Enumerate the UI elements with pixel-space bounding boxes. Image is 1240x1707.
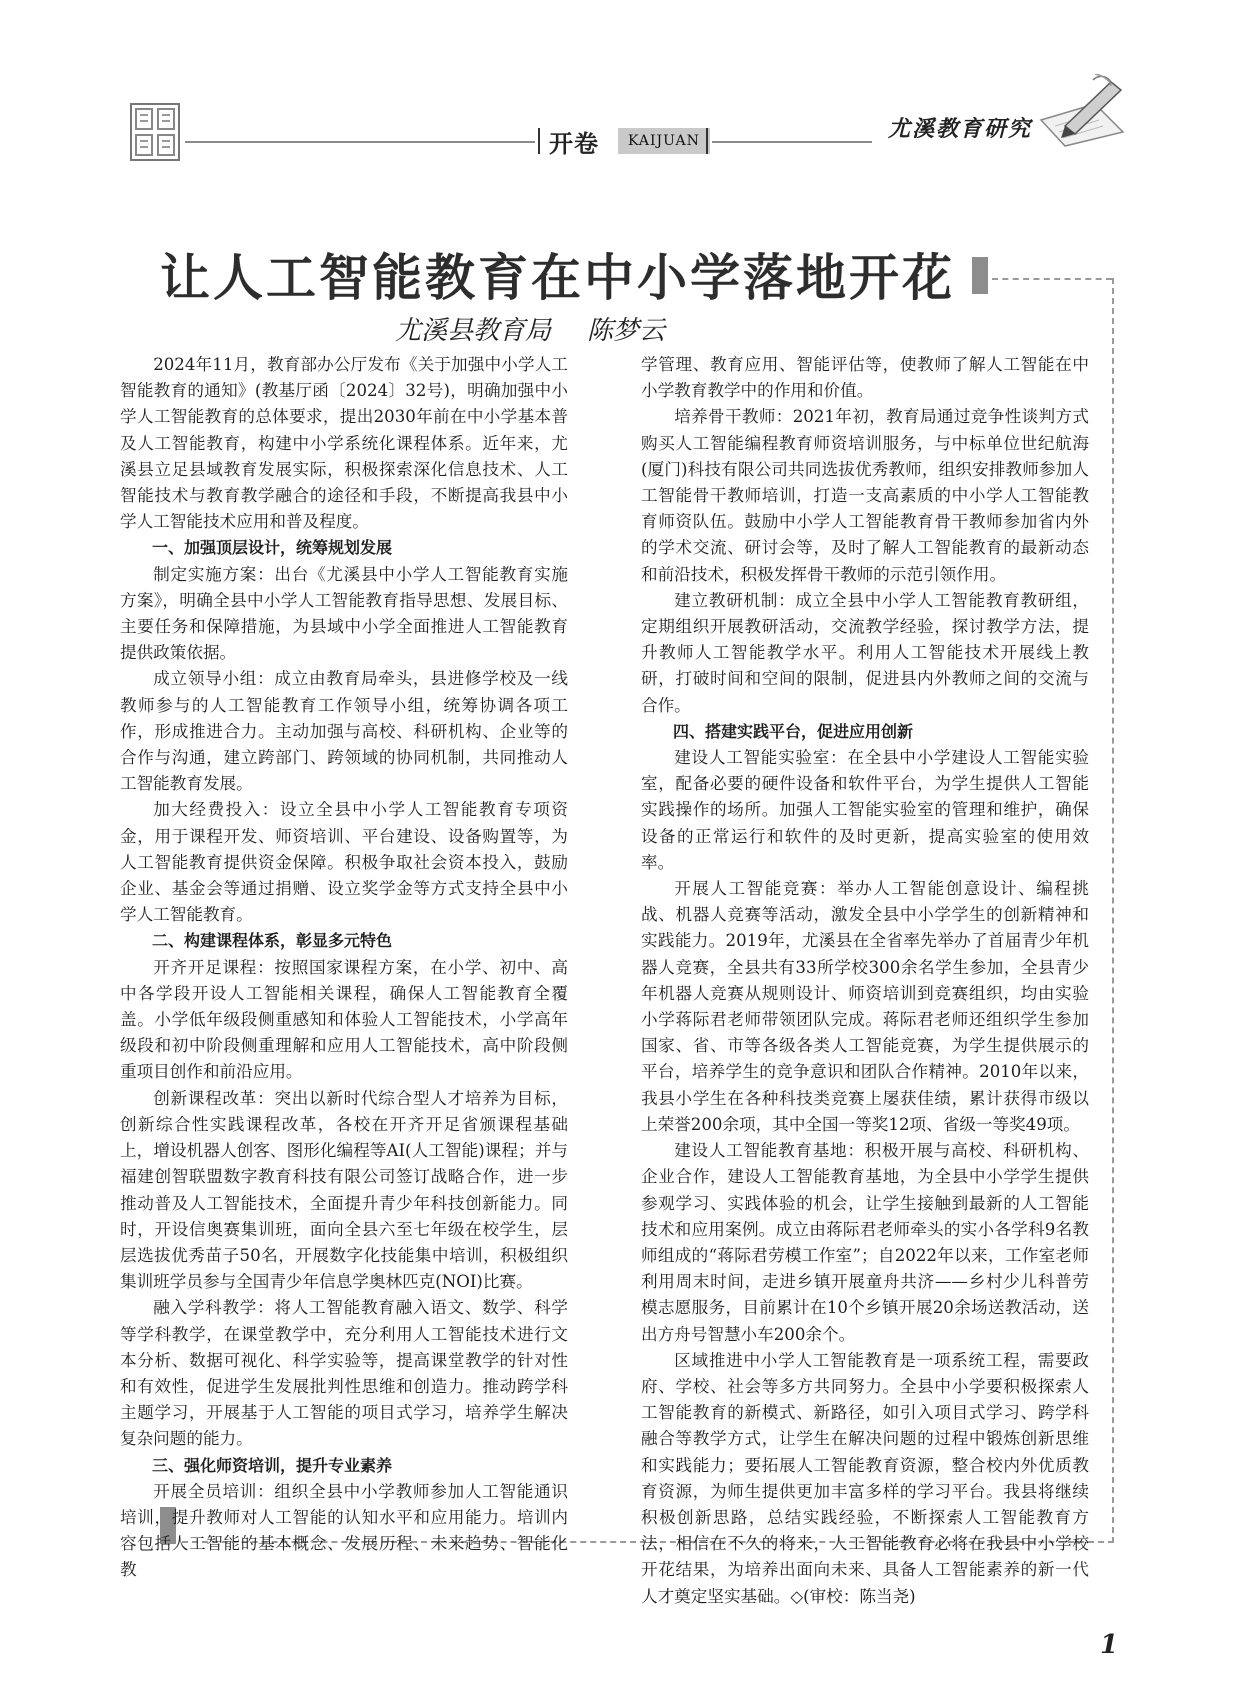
body-paragraph: 融入学科教学：将人工智能教育融入语文、数学、科学等学科教学，在课堂教学中，充分利用人工智能技术进行文本分析、数据可视化、科学实验等，提高课堂教学的针对性和有效性，促进学生发展批判性思维和创造力。推动跨学科主题学习，开展基于人工智能的项目式学习，培养学生解决复杂问题的能力。 [120, 1298, 568, 1449]
frame-dashed-top [992, 278, 1112, 280]
byline [395, 310, 665, 347]
section-tag: KAIJUAN [618, 128, 710, 154]
section-name: 开卷 [549, 130, 599, 158]
body-paragraph: 创新课程改革：突出以新时代综合型人才培养为目标，创新综合性实践课程改革，各校在开齐开足省颁课程基础上，增设机器人创客、图形化编程等AI(人工智能)课程；并与福建创智联盟数字教育科技有限公司签订战略合作，进一步推动普及人工智能技术，全面提升青少年科技创新能力。同时，开设信奥赛集训班，面向全县六至七年级在校学生，层层选拔优秀苗子50名，开展数字化技能集中培训，积极组织集训班学员参与全国青少年信息学奥林匹克(NOI)比赛。 [120, 1088, 568, 1292]
journal-name: 尤溪教育研究 [888, 116, 1033, 142]
page-number: 1 [1100, 1630, 1119, 1660]
body-paragraph: 开展人工智能竞赛：举办人工智能创意设计、编程挑战、机器人竞赛等活动，激发全县中小学学生的创新精神和实践能力。2019年，尤溪县在全省率先举办了首届青少年机器人竞赛，全县共有33所学校300余名学生参加，全县青少年机器人竞赛从规则设计、师资培训到竞赛组织，均由实验小学蒋际君老师带领团队完成。蒋际君老师还组织学生参加国家、省、市等各级各类人工智能竞赛，为学生提供展示的平台，培养学生的竞争意识和团队合作精神。2010年以来，我县小学生在各种科技类竞赛上屡获佳绩，累计获得市级以上荣誉200余项，其中全国一等奖12项、省级一等奖49项。 [641, 879, 1089, 1134]
body-paragraph: 建立教研机制：成立全县中小学人工智能教育教研组，定期组织开展教研活动，交流教学经验，探讨教学方法，提升教师人工智能教学水平。利用人工智能技术开展线上教研，打破时间和空间的限制，促进县内外教师之间的交流与合作。 [641, 590, 1089, 715]
body-paragraph: 开齐开足课程：按照国家课程方案，在小学、初中、高中各学段开设人工智能相关课程，确保人工智能教育全覆盖。小学低年级段侧重感知和体验人工智能技术，小学高年级段和初中阶段侧重理解和应用人工智能技术，高中阶段侧重项目创作和前沿应用。 [120, 957, 568, 1082]
frame-corner-block-top [972, 257, 988, 294]
section-heading: 一、加强顶层设计，统筹规划发展 [152, 538, 393, 558]
byline-organization: 尤溪县教育局 [395, 316, 552, 346]
article-column-right [641, 352, 1089, 1610]
body-paragraph: 制定实施方案：出台《尤溪县中小学人工智能教育实施方案》，明确全县中小学人工智能教育指导思想、发展目标、主要任务和保障措施，为县域中小学全面推进人工智能教育提供政策依据。 [120, 564, 568, 663]
header-divider-right [706, 128, 708, 154]
header-divider-left [538, 128, 540, 154]
section-heading: 二、构建课程体系，彰显多元特色 [152, 931, 393, 951]
section-heading: 三、强化师资培训，提升专业素养 [152, 1455, 393, 1475]
frame-dashed-right [1112, 278, 1114, 1543]
header-rule-right [712, 141, 872, 143]
body-paragraph: 开展全员培训：组织全县中小学教师参加人工智能通识培训，提升教师对人工智能的认知水平和应用能力。培训内容包括人工智能的基本概念、发展历程、未来趋势、智能化教 [120, 1481, 568, 1580]
seal-logo-icon [130, 103, 180, 161]
body-paragraph: 建设人工智能教育基地：积极开展与高校、科研机构、企业合作，建设人工智能教育基地，为全县中小学学生提供参观学习、实践体验的机会，让学生接触到最新的人工智能技术和应用案例。成立由蒋际君老师牵头的实小各学科9名教师组成的“蒋际君劳模工作室”；自2022年以来，工作室老师利用周末时间，走进乡镇开展童舟共济——乡村少儿科普劳模志愿服务，目前累计在10个乡镇开展20余场送教活动，送出方舟号智慧小车200余个。 [641, 1141, 1089, 1344]
body-paragraph: 建设人工智能实验室：在全县中小学建设人工智能实验室，配备必要的硬件设备和软件平台，为学生提供人工智能实践操作的场所。加强人工智能实验室的管理和维护，确保设备的正常运行和软件的及时更新，提高实验室的使用效率。 [641, 748, 1089, 872]
section-heading: 四、搭建实践平台，促进应用创新 [673, 721, 914, 741]
article-column-left [120, 352, 568, 1584]
byline-author: 陈梦云 [587, 316, 666, 346]
body-paragraph: 学管理、教育应用、智能评估等，使教师了解人工智能在中小学教育教学中的作用和价值。 [641, 355, 1089, 401]
article-title: 让人工智能教育在中小学落地开花 [160, 249, 955, 307]
body-paragraph: 成立领导小组：成立由教育局牵头，县进修学校及一线教师参与的人工智能教育工作领导小组，统筹协调各项工作，形成推进合力。主动加强与高校、科研机构、企业等的合作与沟通，建立跨部门、跨领域的协同机制，共同推动人工智能教育发展。 [120, 669, 568, 794]
body-paragraph: 加大经费投入：设立全县中小学人工智能教育专项资金，用于课程开发、师资培训、平台建设、设备购置等，为人工智能教育提供资金保障。积极争取社会资本投入，鼓励企业、基金会等通过捐赠、设立奖学金等方式支持全县中小学人工智能教育。 [120, 800, 568, 925]
body-paragraph: 培养骨干教师：2021年初，教育局通过竞争性谈判方式购买人工智能编程教育师资培训服务，与中标单位世纪航海(厦门)科技有限公司共同选拔优秀教师，组织安排教师参加人工智能骨干教师培训，打造一支高素质的中小学人工智能教育师资队伍。鼓励中小学人工智能教育骨干教师参加省内外的学术交流、研讨会等，及时了解人工智能教育的最新动态和前沿技术，积极发挥骨干教师的示范引领作用。 [641, 407, 1089, 584]
header-rule-left [185, 141, 535, 143]
pencil-paper-icon [1035, 74, 1127, 148]
body-paragraph: 2024年11月，教育部办公厅发布《关于加强中小学人工智能教育的通知》(教基厅函〔2024〕32号)，明确加强中小学人工智能教育的总体要求，提出2030年前在中小学基本普及人工智能教育，构建中小学系统化课程体系。近年来，尤溪县立足县域教育发展实际，积极探索深化信息技术、人工智能技术与教育教学融合的途径和手段，不断提高我县中小学人工智能技术应用和普及程度。 [120, 355, 568, 532]
body-paragraph: 区域推进中小学人工智能教育是一项系统工程，需要政府、学校、社会等多方共同努力。全县中小学要积极探索人工智能教育的新模式、新路径，如引入项目式学习、跨学科融合等教学方式，让学生在解决问题的过程中锻炼创新思维和实践能力；要拓展人工智能教育资源，整合校内外优质教育资源，为师生提供更加丰富多样的学习平台。我县将继续积极创新思路，总结实践经验，不断探索人工智能教育方法，相信在不久的将来，人工智能教育必将在我县中小学校开花结果，为培养出面向未来、具备人工智能素养的新一代人才奠定坚实基础。◇(审校：陈当尧) [641, 1350, 1089, 1606]
